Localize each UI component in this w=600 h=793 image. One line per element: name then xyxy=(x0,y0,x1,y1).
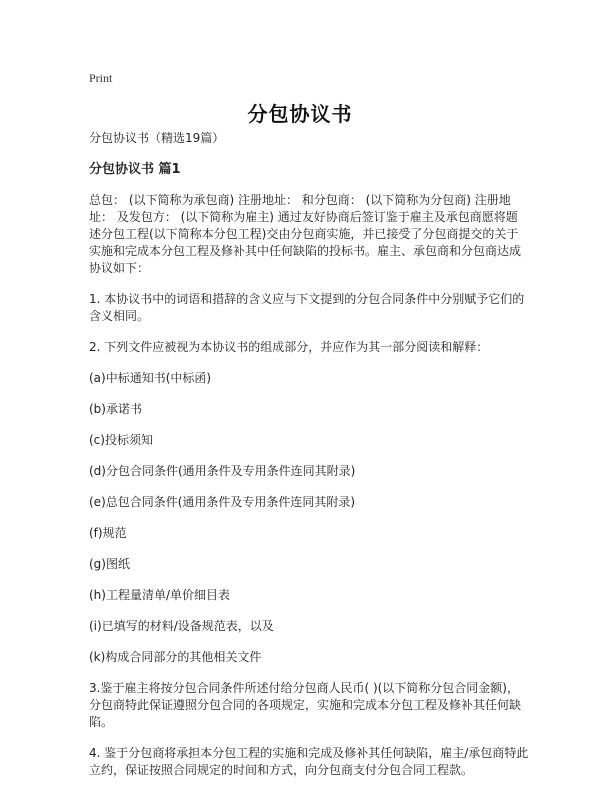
document-body xyxy=(89,130,529,793)
paragraph-4: 4. 鉴于分包商将承担本分包工程的实施和完成及修补其任何缺陷，雇主/承包商特此立约，保证按照合同规定的时间和方式，向分包商支付分包合同工程款。 xyxy=(89,746,529,777)
paragraph-2: 2. 下列文件应被视为本协议书的组成部分，并应作为其一部分阅读和解释： xyxy=(89,340,489,354)
list-item-k: (k)构成合同部分的其他相关文件 xyxy=(89,650,262,664)
list-item-f: (f)规范 xyxy=(89,526,127,540)
paragraph-1: 1. 本协议书中的词语和措辞的含义应与下文提到的分包合同条件中分别赋予它们的含义相同。 xyxy=(89,292,525,323)
list-item-a: (a)中标通知书(中标函) xyxy=(89,371,212,385)
document-subtitle: 分包协议书（精选19篇） xyxy=(89,131,225,145)
list-item-g: (g)图纸 xyxy=(89,557,130,571)
list-item-i: (i)已填写的材料/设备规范表，以及 xyxy=(89,619,274,633)
page-title: 分包协议书 xyxy=(247,102,353,126)
list-item-d: (d)分包合同条件(通用条件及专用条件连同其附录) xyxy=(89,464,356,478)
paragraph-intro: 总包： (以下简称为承包商) 注册地址： 和分包商： (以下简称为分包商) 注册地址： 及发包方： (以下简称为雇主) 通过友好协商后签订鉴于雇主及承包商愿将题述分包工程(以下简称本分包工程)交由分包商实施，并已接受了分包商提交的关于实施和完成本分包工程及修补其中任何缺陷的投标书。雇主、承包商和分包商达成协议如下： xyxy=(89,193,522,275)
print-label: Print xyxy=(89,71,113,85)
list-item-h: (h)工程量清单/单价细目表 xyxy=(89,588,231,602)
paragraph-3: 3.鉴于雇主将按分包合同条件所述付给分包商人民币( )(以下简称分包合同金额)，分包商特此保证遵照分包合同的各项规定，实施和完成本分包工程及修补其任何缺陷。 xyxy=(89,681,522,729)
list-item-e: (e)总包合同条件(通用条件及专用条件连同其附录) xyxy=(89,495,356,509)
list-item-c: (c)投标须知 xyxy=(89,433,153,447)
section-heading: 分包协议书 篇1 xyxy=(89,162,181,177)
list-item-b: (b)承诺书 xyxy=(89,402,142,416)
